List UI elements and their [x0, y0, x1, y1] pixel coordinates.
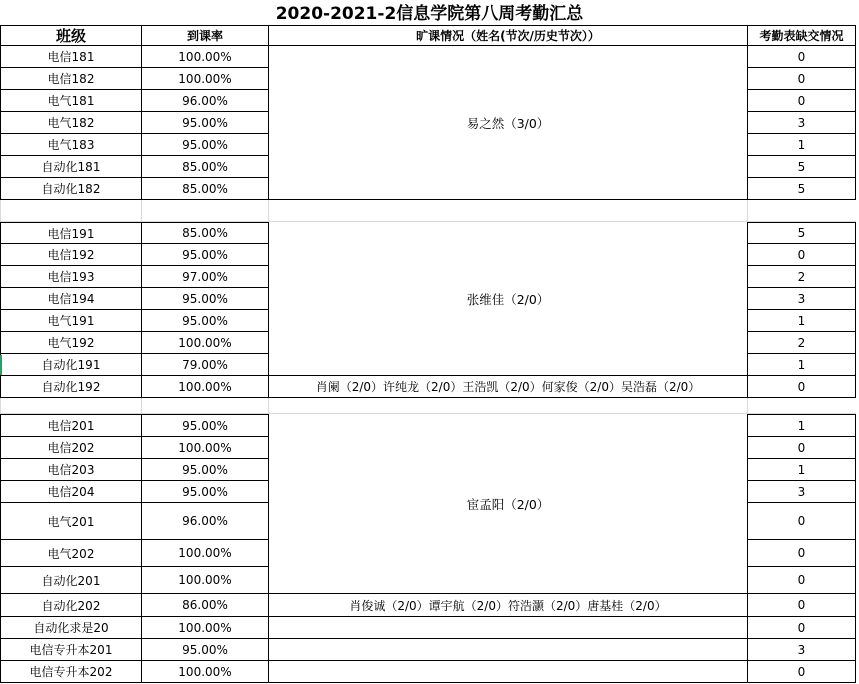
rate-cell[interactable]: 79.00%	[141, 354, 268, 376]
missing-cell[interactable]: 1	[747, 354, 856, 376]
class-cell[interactable]: 电气181	[0, 90, 141, 112]
spacer-row	[0, 200, 859, 222]
missing-cell[interactable]: 0	[747, 594, 856, 617]
rate-cell[interactable]: 100.00%	[141, 540, 268, 567]
class-cell[interactable]: 电气183	[0, 134, 141, 156]
rate-cell[interactable]: 97.00%	[141, 266, 268, 288]
absence-merged-cell[interactable]: 张维佳（2/0）	[268, 222, 747, 376]
rate-cell[interactable]: 100.00%	[141, 617, 268, 639]
missing-cell[interactable]: 3	[747, 481, 856, 503]
missing-cell[interactable]: 3	[747, 112, 856, 134]
rate-cell[interactable]: 85.00%	[141, 178, 268, 200]
rate-cell[interactable]: 95.00%	[141, 414, 268, 437]
missing-cell[interactable]: 1	[747, 414, 856, 437]
missing-cell[interactable]: 0	[747, 503, 856, 540]
missing-cell[interactable]: 0	[747, 617, 856, 639]
missing-cell[interactable]: 0	[747, 661, 856, 683]
class-cell[interactable]: 电信191	[0, 222, 141, 244]
class-cell[interactable]: 自动化181	[0, 156, 141, 178]
empty-cell[interactable]	[268, 200, 747, 222]
absence-merged-cell[interactable]: 易之然（3/0）	[268, 46, 747, 200]
class-cell[interactable]: 自动化201	[0, 567, 141, 594]
row-selection-marker	[0, 355, 2, 375]
class-cell[interactable]: 电信202	[0, 437, 141, 459]
table-row	[0, 617, 859, 639]
table-row	[0, 594, 859, 617]
header-class[interactable]: 班级	[0, 25, 141, 46]
header-missing-reports[interactable]: 考勤表缺交情况	[747, 25, 856, 46]
empty-cell[interactable]	[747, 398, 856, 414]
rate-cell[interactable]: 95.00%	[141, 288, 268, 310]
missing-cell[interactable]: 5	[747, 222, 856, 244]
missing-cell[interactable]: 1	[747, 459, 856, 481]
class-cell[interactable]: 电信192	[0, 244, 141, 266]
absence-cell[interactable]: 肖俊诚（2/0）谭宇航（2/0）符浩灏（2/0）唐基桂（2/0）	[268, 594, 747, 617]
header-rate[interactable]: 到课率	[141, 25, 268, 46]
missing-cell[interactable]: 0	[747, 376, 856, 398]
absence-cell[interactable]	[268, 661, 747, 683]
missing-cell[interactable]: 2	[747, 332, 856, 354]
header-row	[0, 25, 859, 46]
rate-cell[interactable]: 100.00%	[141, 661, 268, 683]
table-row	[0, 639, 859, 661]
class-cell[interactable]: 电信专升本201	[0, 639, 141, 661]
class-cell[interactable]: 自动化182	[0, 178, 141, 200]
rate-cell[interactable]: 100.00%	[141, 376, 268, 398]
rate-cell[interactable]: 95.00%	[141, 134, 268, 156]
missing-cell[interactable]: 5	[747, 178, 856, 200]
class-cell[interactable]: 电信专升本202	[0, 661, 141, 683]
rate-cell[interactable]: 95.00%	[141, 639, 268, 661]
missing-cell[interactable]: 0	[747, 68, 856, 90]
class-cell[interactable]: 电信181	[0, 46, 141, 68]
class-cell[interactable]: 电气191	[0, 310, 141, 332]
class-cell[interactable]: 电信182	[0, 68, 141, 90]
class-cell[interactable]: 自动化202	[0, 594, 141, 617]
class-cell[interactable]: 自动化191	[0, 354, 141, 376]
missing-cell[interactable]: 0	[747, 540, 856, 567]
rate-cell[interactable]: 100.00%	[141, 437, 268, 459]
rate-cell[interactable]: 96.00%	[141, 90, 268, 112]
rate-cell[interactable]: 95.00%	[141, 459, 268, 481]
absence-cell[interactable]: 肖阑（2/0）许纯龙（2/0）王浩凯（2/0）何家俊（2/0）吴浩磊（2/0）	[268, 376, 747, 398]
spacer-row	[0, 398, 859, 414]
rate-cell[interactable]: 95.00%	[141, 244, 268, 266]
empty-cell[interactable]	[141, 398, 268, 414]
class-cell[interactable]: 电信204	[0, 481, 141, 503]
empty-cell[interactable]	[747, 200, 856, 222]
absence-cell[interactable]	[268, 617, 747, 639]
rate-cell[interactable]: 95.00%	[141, 481, 268, 503]
rate-cell[interactable]: 96.00%	[141, 503, 268, 540]
rate-cell[interactable]: 95.00%	[141, 112, 268, 134]
rate-cell[interactable]: 95.00%	[141, 310, 268, 332]
header-absence[interactable]: 旷课情况（姓名(节次/历史节次））	[268, 25, 747, 46]
missing-cell[interactable]: 5	[747, 156, 856, 178]
class-cell[interactable]: 电信203	[0, 459, 141, 481]
rate-cell[interactable]: 100.00%	[141, 567, 268, 594]
empty-cell[interactable]	[0, 200, 141, 222]
class-cell[interactable]: 电气202	[0, 540, 141, 567]
class-cell[interactable]: 电信201	[0, 414, 141, 437]
class-cell[interactable]: 电气182	[0, 112, 141, 134]
missing-cell[interactable]: 0	[747, 46, 856, 68]
rate-cell[interactable]: 100.00%	[141, 68, 268, 90]
rate-cell[interactable]: 85.00%	[141, 222, 268, 244]
rate-cell[interactable]: 85.00%	[141, 156, 268, 178]
missing-cell[interactable]: 2	[747, 266, 856, 288]
missing-cell[interactable]: 0	[747, 90, 856, 112]
sheet-title[interactable]: 2020-2021-2信息学院第八周考勤汇总	[275, 4, 584, 24]
class-cell[interactable]: 电信193	[0, 266, 141, 288]
missing-cell[interactable]: 0	[747, 437, 856, 459]
missing-cell[interactable]: 0	[747, 567, 856, 594]
empty-cell[interactable]	[268, 398, 747, 414]
class-cell[interactable]: 电气201	[0, 503, 141, 540]
class-cell[interactable]: 电信194	[0, 288, 141, 310]
absence-cell[interactable]	[268, 639, 747, 661]
missing-cell[interactable]: 1	[747, 134, 856, 156]
rate-cell[interactable]: 100.00%	[141, 332, 268, 354]
missing-cell[interactable]: 0	[747, 244, 856, 266]
missing-cell[interactable]: 3	[747, 639, 856, 661]
missing-cell[interactable]: 1	[747, 310, 856, 332]
rate-cell[interactable]: 86.00%	[141, 594, 268, 617]
class-cell[interactable]: 自动化求是20	[0, 617, 141, 639]
table-row	[0, 661, 859, 683]
empty-cell[interactable]	[0, 398, 141, 414]
class-cell[interactable]: 电气192	[0, 332, 141, 354]
absence-merged-cell[interactable]: 宦孟阳（2/0）	[268, 414, 747, 594]
rate-cell[interactable]: 100.00%	[141, 46, 268, 68]
table-row	[0, 376, 859, 398]
empty-cell[interactable]	[141, 200, 268, 222]
class-cell[interactable]: 自动化192	[0, 376, 141, 398]
missing-cell[interactable]: 3	[747, 288, 856, 310]
